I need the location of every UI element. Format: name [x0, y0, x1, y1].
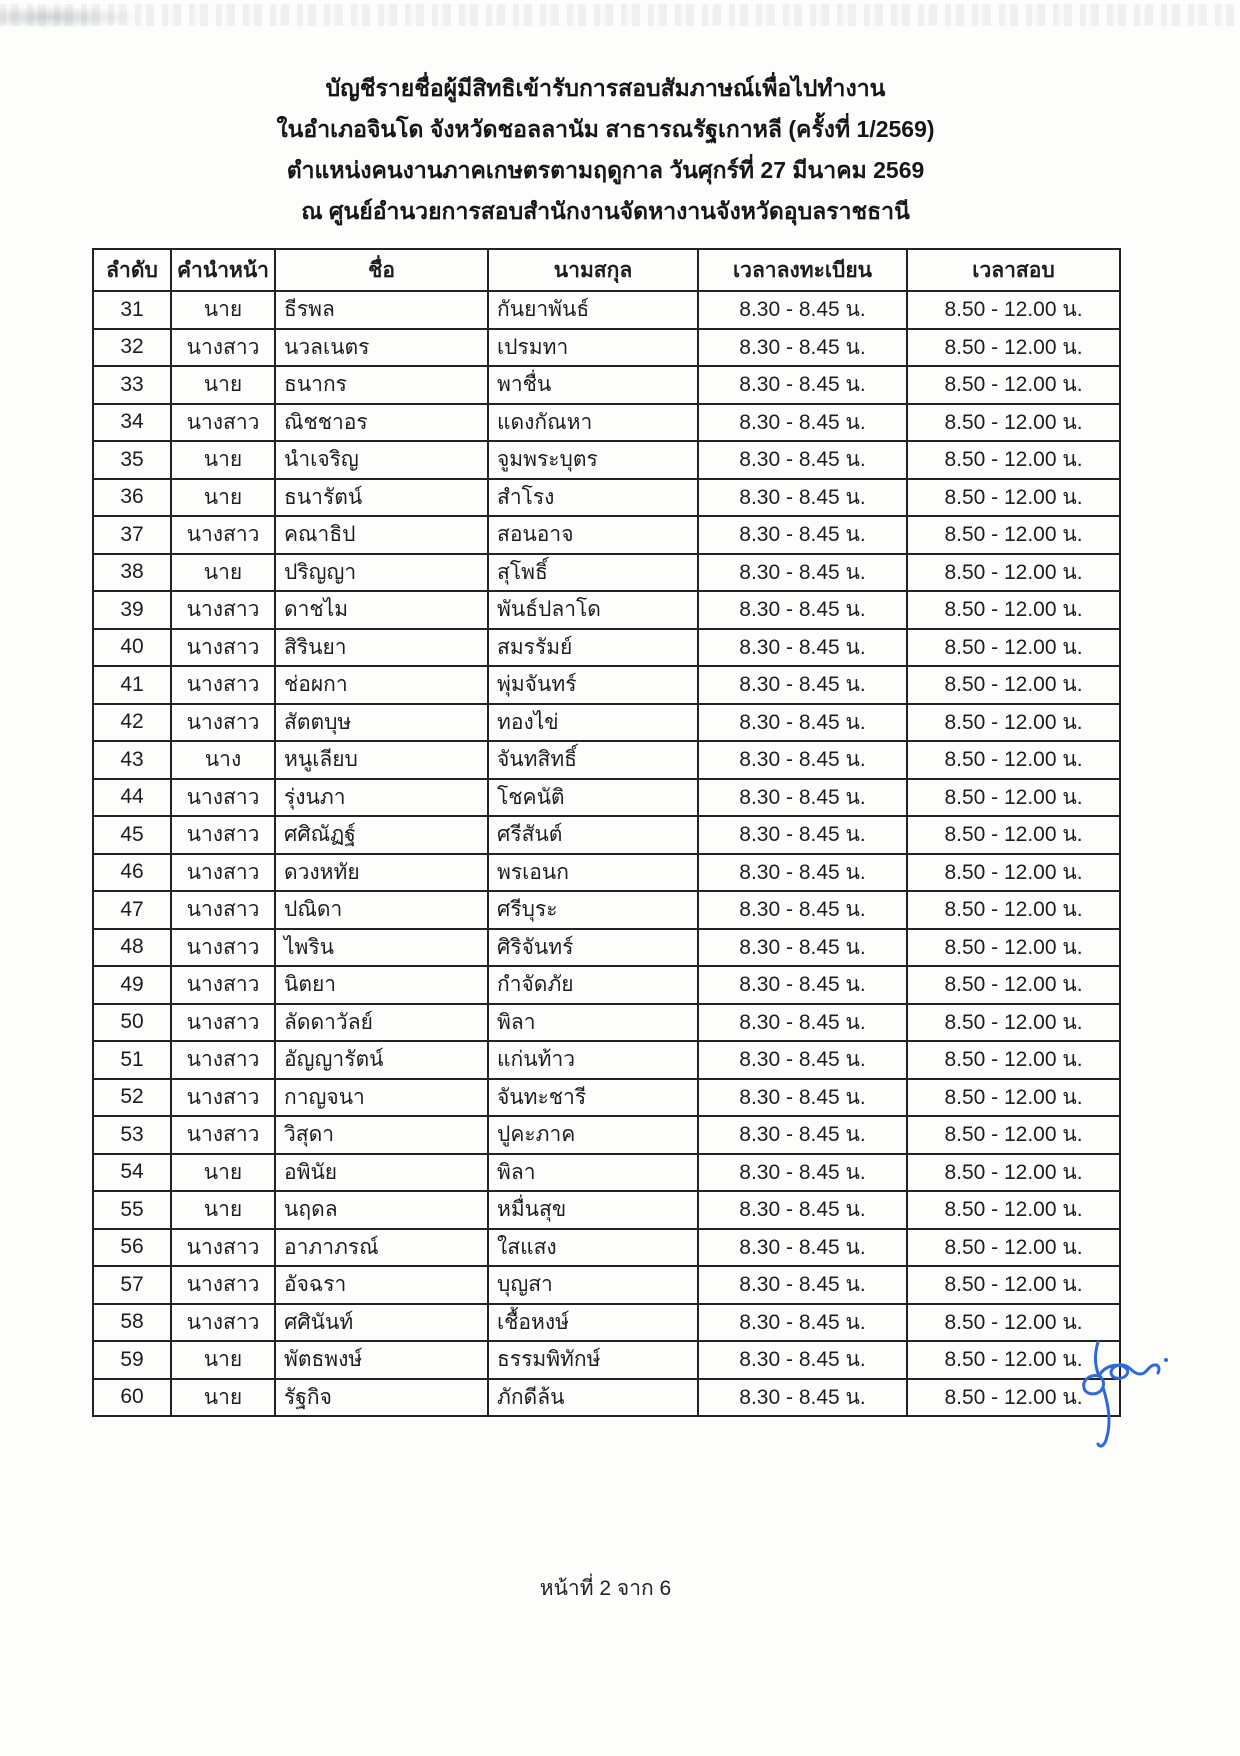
cell-first_name: ลัดดาวัลย์: [275, 1004, 488, 1042]
column-header-5: เวลาสอบ: [907, 249, 1120, 291]
cell-last_name: พิลา: [488, 1004, 698, 1042]
table-row: [93, 629, 1120, 667]
cell-no: 44: [93, 779, 171, 817]
cell-register_time: 8.30 - 8.45 น.: [698, 1266, 907, 1304]
document-title-line-2: ในอำเภอจินโด จังหวัดชอลลานัม สาธารณรัฐเกาหลี (ครั้งที่ 1/2569): [276, 116, 935, 142]
cell-exam_time: 8.50 - 12.00 น.: [907, 666, 1120, 704]
table-row: [93, 1004, 1120, 1042]
cell-first_name: รุ่งนภา: [275, 779, 488, 817]
cell-register_time: 8.30 - 8.45 น.: [698, 1379, 907, 1417]
cell-exam_time: 8.50 - 12.00 น.: [907, 291, 1120, 329]
cell-first_name: ปริญญา: [275, 554, 488, 592]
document-title-line-4: ณ ศูนย์อำนวยการสอบสำนักงานจัดหางานจังหวัดอุบลราชธานี: [301, 198, 910, 224]
cell-first_name: ศศิณัฏฐ์: [275, 816, 488, 854]
cell-register_time: 8.30 - 8.45 น.: [698, 1191, 907, 1229]
cell-first_name: อัญญารัตน์: [275, 1041, 488, 1079]
column-header-1: คำนำหน้า: [171, 249, 275, 291]
cell-register_time: 8.30 - 8.45 น.: [698, 1154, 907, 1192]
cell-register_time: 8.30 - 8.45 น.: [698, 854, 907, 892]
cell-no: 47: [93, 891, 171, 929]
cell-exam_time: 8.50 - 12.00 น.: [907, 1154, 1120, 1192]
cell-first_name: อาภาภรณ์: [275, 1229, 488, 1267]
cell-register_time: 8.30 - 8.45 น.: [698, 291, 907, 329]
scan-corner-smudge: [0, 6, 140, 28]
cell-first_name: ธีรพล: [275, 291, 488, 329]
cell-first_name: พัตธพงษ์: [275, 1341, 488, 1379]
cell-last_name: จูมพระบุตร: [488, 441, 698, 479]
cell-first_name: ช่อผกา: [275, 666, 488, 704]
cell-title: นาย: [171, 1154, 275, 1192]
cell-last_name: ภักดีล้น: [488, 1379, 698, 1417]
table-row: [93, 1154, 1120, 1192]
cell-first_name: สิรินยา: [275, 629, 488, 667]
table-row: [93, 779, 1120, 817]
cell-no: 52: [93, 1079, 171, 1117]
cell-exam_time: 8.50 - 12.00 น.: [907, 1379, 1120, 1417]
table-row: [93, 329, 1120, 367]
cell-last_name: สำโรง: [488, 479, 698, 517]
table-row: [93, 1304, 1120, 1342]
cell-no: 36: [93, 479, 171, 517]
cell-exam_time: 8.50 - 12.00 น.: [907, 366, 1120, 404]
table-row: [93, 516, 1120, 554]
cell-last_name: กำจัดภัย: [488, 966, 698, 1004]
table-row: [93, 554, 1120, 592]
table-row: [93, 479, 1120, 517]
cell-last_name: บุญสา: [488, 1266, 698, 1304]
cell-register_time: 8.30 - 8.45 น.: [698, 741, 907, 779]
table-row: [93, 404, 1120, 442]
cell-exam_time: 8.50 - 12.00 น.: [907, 966, 1120, 1004]
cell-register_time: 8.30 - 8.45 น.: [698, 1004, 907, 1042]
cell-title: นางสาว: [171, 1116, 275, 1154]
cell-no: 32: [93, 329, 171, 367]
table-row: [93, 704, 1120, 742]
cell-title: นางสาว: [171, 329, 275, 367]
cell-first_name: นิตยา: [275, 966, 488, 1004]
cell-exam_time: 8.50 - 12.00 น.: [907, 891, 1120, 929]
cell-no: 55: [93, 1191, 171, 1229]
cell-first_name: ธนากร: [275, 366, 488, 404]
scan-noise-band: [0, 4, 1240, 26]
cell-first_name: นำเจริญ: [275, 441, 488, 479]
cell-title: นางสาว: [171, 516, 275, 554]
table-row: [93, 1379, 1120, 1417]
cell-title: นาย: [171, 1191, 275, 1229]
cell-no: 39: [93, 591, 171, 629]
cell-no: 60: [93, 1379, 171, 1417]
cell-title: นาย: [171, 1379, 275, 1417]
cell-first_name: ปณิดา: [275, 891, 488, 929]
cell-no: 41: [93, 666, 171, 704]
cell-register_time: 8.30 - 8.45 น.: [698, 1304, 907, 1342]
cell-exam_time: 8.50 - 12.00 น.: [907, 1266, 1120, 1304]
table-row: [93, 854, 1120, 892]
cell-register_time: 8.30 - 8.45 น.: [698, 1341, 907, 1379]
cell-last_name: หมื่นสุข: [488, 1191, 698, 1229]
table-row: [93, 1266, 1120, 1304]
cell-title: นางสาว: [171, 666, 275, 704]
cell-exam_time: 8.50 - 12.00 น.: [907, 404, 1120, 442]
cell-register_time: 8.30 - 8.45 น.: [698, 629, 907, 667]
cell-no: 59: [93, 1341, 171, 1379]
cell-first_name: หนูเลียบ: [275, 741, 488, 779]
cell-no: 49: [93, 966, 171, 1004]
cell-first_name: อัจฉรา: [275, 1266, 488, 1304]
cell-title: นาย: [171, 554, 275, 592]
column-header-4: เวลาลงทะเบียน: [698, 249, 907, 291]
cell-title: นาย: [171, 1341, 275, 1379]
table-row: [93, 1079, 1120, 1117]
cell-title: นาย: [171, 479, 275, 517]
cell-no: 37: [93, 516, 171, 554]
table-row: [93, 1191, 1120, 1229]
cell-title: นาย: [171, 441, 275, 479]
cell-first_name: อพินัย: [275, 1154, 488, 1192]
cell-title: นาย: [171, 366, 275, 404]
cell-title: นางสาว: [171, 891, 275, 929]
table-row: [93, 441, 1120, 479]
cell-first_name: ศศินันท์: [275, 1304, 488, 1342]
cell-first_name: ณิชชาอร: [275, 404, 488, 442]
cell-exam_time: 8.50 - 12.00 น.: [907, 779, 1120, 817]
cell-last_name: ศรีสันต์: [488, 816, 698, 854]
cell-register_time: 8.30 - 8.45 น.: [698, 591, 907, 629]
cell-no: 40: [93, 629, 171, 667]
cell-first_name: คณาธิป: [275, 516, 488, 554]
cell-title: นางสาว: [171, 704, 275, 742]
cell-register_time: 8.30 - 8.45 น.: [698, 1041, 907, 1079]
cell-last_name: สุโพธิ์: [488, 554, 698, 592]
cell-title: นางสาว: [171, 1304, 275, 1342]
handwritten-signature-ink: [1074, 1338, 1182, 1458]
cell-exam_time: 8.50 - 12.00 น.: [907, 479, 1120, 517]
cell-last_name: พันธ์ปลาโด: [488, 591, 698, 629]
cell-first_name: ดวงหทัย: [275, 854, 488, 892]
table-row: [93, 366, 1120, 404]
cell-no: 46: [93, 854, 171, 892]
cell-exam_time: 8.50 - 12.00 น.: [907, 1079, 1120, 1117]
cell-title: นางสาว: [171, 591, 275, 629]
table-row: [93, 666, 1120, 704]
cell-first_name: ไพริน: [275, 929, 488, 967]
cell-no: 48: [93, 929, 171, 967]
cell-last_name: พรเอนก: [488, 854, 698, 892]
cell-exam_time: 8.50 - 12.00 น.: [907, 329, 1120, 367]
cell-register_time: 8.30 - 8.45 น.: [698, 929, 907, 967]
cell-exam_time: 8.50 - 12.00 น.: [907, 929, 1120, 967]
cell-exam_time: 8.50 - 12.00 น.: [907, 516, 1120, 554]
applicant-table: [92, 248, 1121, 1417]
cell-last_name: ธรรมพิทักษ์: [488, 1341, 698, 1379]
cell-last_name: สมรรัมย์: [488, 629, 698, 667]
table-row: [93, 741, 1120, 779]
cell-register_time: 8.30 - 8.45 น.: [698, 554, 907, 592]
page-number-label: หน้าที่ 2 จาก 6: [539, 1577, 672, 1600]
cell-register_time: 8.30 - 8.45 น.: [698, 816, 907, 854]
cell-title: นางสาว: [171, 779, 275, 817]
cell-title: นางสาว: [171, 1041, 275, 1079]
cell-first_name: กาญจนา: [275, 1079, 488, 1117]
cell-register_time: 8.30 - 8.45 น.: [698, 704, 907, 742]
cell-exam_time: 8.50 - 12.00 น.: [907, 441, 1120, 479]
cell-exam_time: 8.50 - 12.00 น.: [907, 1341, 1120, 1379]
table-row: [93, 291, 1120, 329]
cell-no: 57: [93, 1266, 171, 1304]
cell-register_time: 8.30 - 8.45 น.: [698, 516, 907, 554]
cell-first_name: ดาชไม: [275, 591, 488, 629]
table-row: [93, 816, 1120, 854]
cell-last_name: พาชื่น: [488, 366, 698, 404]
cell-exam_time: 8.50 - 12.00 น.: [907, 629, 1120, 667]
cell-no: 31: [93, 291, 171, 329]
cell-no: 38: [93, 554, 171, 592]
cell-title: นางสาว: [171, 966, 275, 1004]
cell-no: 42: [93, 704, 171, 742]
cell-register_time: 8.30 - 8.45 น.: [698, 966, 907, 1004]
table-row: [93, 591, 1120, 629]
cell-last_name: กันยาพันธ์: [488, 291, 698, 329]
cell-title: นางสาว: [171, 1229, 275, 1267]
table-row: [93, 966, 1120, 1004]
cell-last_name: พิลา: [488, 1154, 698, 1192]
cell-title: นางสาว: [171, 629, 275, 667]
cell-first_name: วิสุดา: [275, 1116, 488, 1154]
cell-last_name: ศรีบุระ: [488, 891, 698, 929]
cell-no: 45: [93, 816, 171, 854]
cell-first_name: นฤดล: [275, 1191, 488, 1229]
cell-no: 56: [93, 1229, 171, 1267]
table-row: [93, 1041, 1120, 1079]
cell-no: 58: [93, 1304, 171, 1342]
cell-register_time: 8.30 - 8.45 น.: [698, 779, 907, 817]
table-body: [93, 291, 1120, 1416]
cell-exam_time: 8.50 - 12.00 น.: [907, 1116, 1120, 1154]
cell-register_time: 8.30 - 8.45 น.: [698, 404, 907, 442]
cell-first_name: รัฐกิจ: [275, 1379, 488, 1417]
cell-first_name: ธนารัตน์: [275, 479, 488, 517]
table-row: [93, 1229, 1120, 1267]
table-row: [93, 1341, 1120, 1379]
cell-exam_time: 8.50 - 12.00 น.: [907, 854, 1120, 892]
cell-title: นาย: [171, 291, 275, 329]
document-title-line-1: บัญชีรายชื่อผู้มีสิทธิเข้ารับการสอบสัมภาษณ์เพื่อไปทำงาน: [325, 75, 886, 101]
cell-register_time: 8.30 - 8.45 น.: [698, 891, 907, 929]
cell-title: นาง: [171, 741, 275, 779]
cell-exam_time: 8.50 - 12.00 น.: [907, 1191, 1120, 1229]
cell-last_name: พุ่มจันทร์: [488, 666, 698, 704]
document-title-line-3: ตำแหน่งคนงานภาคเกษตรตามฤดูกาล วันศุกร์ที่ 27 มีนาคม 2569: [286, 157, 925, 183]
cell-exam_time: 8.50 - 12.00 น.: [907, 554, 1120, 592]
cell-title: นางสาว: [171, 1079, 275, 1117]
cell-register_time: 8.30 - 8.45 น.: [698, 366, 907, 404]
cell-exam_time: 8.50 - 12.00 น.: [907, 704, 1120, 742]
cell-last_name: โชคนัติ: [488, 779, 698, 817]
cell-title: นางสาว: [171, 404, 275, 442]
cell-exam_time: 8.50 - 12.00 น.: [907, 816, 1120, 854]
cell-last_name: แดงกัณหา: [488, 404, 698, 442]
table-row: [93, 891, 1120, 929]
table-row: [93, 1116, 1120, 1154]
cell-register_time: 8.30 - 8.45 น.: [698, 479, 907, 517]
cell-last_name: ทองไข่: [488, 704, 698, 742]
cell-register_time: 8.30 - 8.45 น.: [698, 1229, 907, 1267]
cell-register_time: 8.30 - 8.45 น.: [698, 329, 907, 367]
cell-first_name: สัตตบุษ: [275, 704, 488, 742]
cell-no: 35: [93, 441, 171, 479]
column-header-3: นามสกุล: [488, 249, 698, 291]
cell-title: นางสาว: [171, 929, 275, 967]
cell-last_name: จันทะชารี: [488, 1079, 698, 1117]
table-row: [93, 929, 1120, 967]
cell-no: 33: [93, 366, 171, 404]
cell-title: นางสาว: [171, 816, 275, 854]
cell-exam_time: 8.50 - 12.00 น.: [907, 1304, 1120, 1342]
cell-exam_time: 8.50 - 12.00 น.: [907, 1229, 1120, 1267]
cell-register_time: 8.30 - 8.45 น.: [698, 1079, 907, 1117]
cell-last_name: เชื้อหงษ์: [488, 1304, 698, 1342]
cell-exam_time: 8.50 - 12.00 น.: [907, 1041, 1120, 1079]
cell-no: 50: [93, 1004, 171, 1042]
cell-last_name: ใสแสง: [488, 1229, 698, 1267]
cell-exam_time: 8.50 - 12.00 น.: [907, 741, 1120, 779]
cell-last_name: ปูคะภาค: [488, 1116, 698, 1154]
cell-last_name: สอนอาจ: [488, 516, 698, 554]
cell-title: นางสาว: [171, 1004, 275, 1042]
column-header-2: ชื่อ: [275, 249, 488, 291]
cell-no: 51: [93, 1041, 171, 1079]
document-title-block: [92, 68, 1119, 232]
cell-register_time: 8.30 - 8.45 น.: [698, 1116, 907, 1154]
cell-last_name: แก่นท้าว: [488, 1041, 698, 1079]
cell-register_time: 8.30 - 8.45 น.: [698, 441, 907, 479]
cell-exam_time: 8.50 - 12.00 น.: [907, 591, 1120, 629]
cell-last_name: ศิริจันทร์: [488, 929, 698, 967]
cell-last_name: จันทสิทธิ์: [488, 741, 698, 779]
cell-no: 53: [93, 1116, 171, 1154]
cell-register_time: 8.30 - 8.45 น.: [698, 666, 907, 704]
cell-last_name: เปรมทา: [488, 329, 698, 367]
table-header-row: [93, 249, 1120, 291]
cell-first_name: นวลเนตร: [275, 329, 488, 367]
cell-no: 34: [93, 404, 171, 442]
cell-exam_time: 8.50 - 12.00 น.: [907, 1004, 1120, 1042]
cell-no: 43: [93, 741, 171, 779]
cell-title: นางสาว: [171, 1266, 275, 1304]
cell-no: 54: [93, 1154, 171, 1192]
column-header-0: ลำดับ: [93, 249, 171, 291]
cell-title: นางสาว: [171, 854, 275, 892]
